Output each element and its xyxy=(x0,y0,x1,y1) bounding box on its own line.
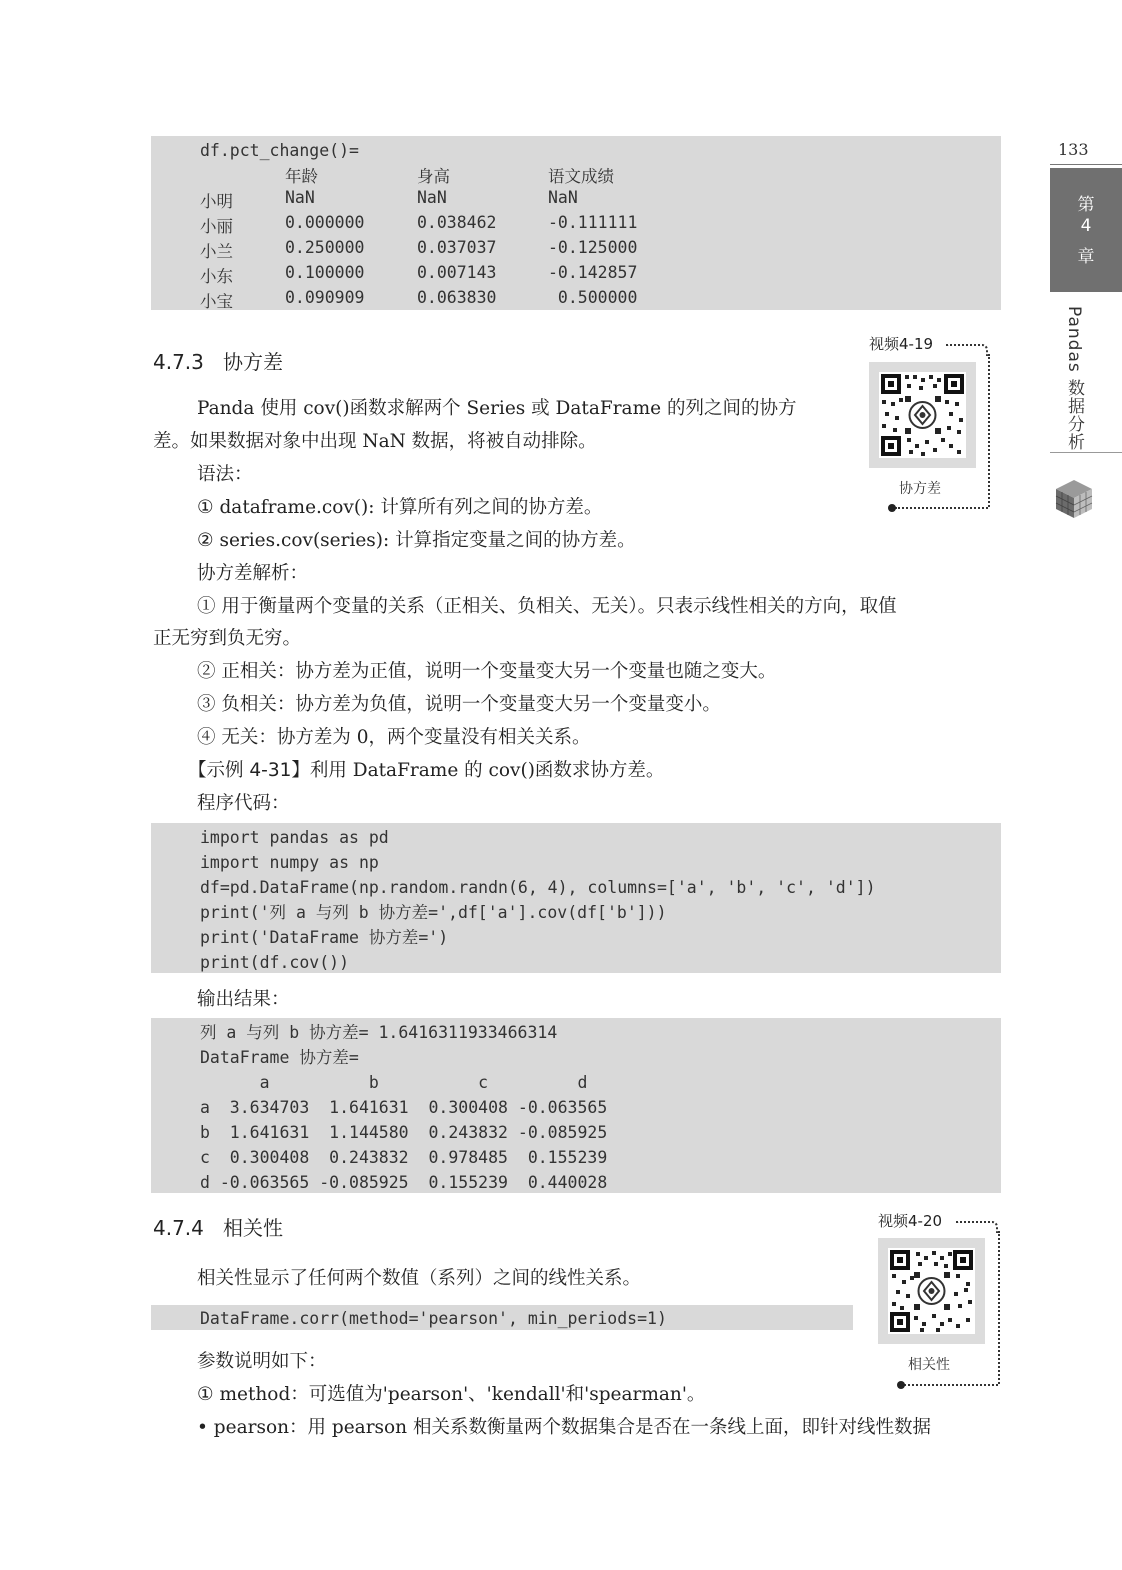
qr-code-icon[interactable] xyxy=(888,1248,975,1334)
pct-row-value: NaN xyxy=(417,188,447,207)
pct-row-value: 0.100000 xyxy=(285,263,365,282)
analysis-item: ② 正相关：协方差为正值，说明一个变量变大另一个变量也随之变大。 xyxy=(197,661,777,682)
pct-header-score: 语文成绩 xyxy=(548,167,614,186)
page-number: 133 xyxy=(1058,140,1089,159)
pct-row-value: -0.125000 xyxy=(548,238,638,257)
cov-intro-line-1: Panda 使用 cov()函数求解两个 Series 或 DataFrame 的列之间的协方 xyxy=(197,398,797,419)
output-line: 列 a 与列 b 协方差= 1.6416311933466314 xyxy=(200,1023,558,1042)
video-2-caption: 相关性 xyxy=(908,1357,950,1373)
analysis-item-1-line-1: ① 用于衡量两个变量的关系（正相关、负相关、无关）。只表示线性相关的方向，取值 xyxy=(197,596,897,617)
pct-row-value: 0.090909 xyxy=(285,288,365,307)
side-rule-bottom xyxy=(1050,452,1122,453)
side-rule-top xyxy=(1050,164,1122,165)
analysis-label: 协方差解析： xyxy=(197,563,309,584)
pct-row-value: 0.000000 xyxy=(285,213,365,232)
pct-row-value: -0.142857 xyxy=(548,263,638,282)
video-1-frame xyxy=(869,362,976,468)
code-line: print('DataFrame 协方差=') xyxy=(200,928,449,947)
chapter-tab-line-3: 章 xyxy=(1077,247,1095,267)
video-1-dot xyxy=(888,504,896,512)
syntax-item: ② series.cov(series): 计算指定变量之间的协方差。 xyxy=(197,530,636,551)
program-output xyxy=(151,1018,1001,1193)
chapter-tab-line-1: 第 xyxy=(1077,195,1095,215)
pct-row-name: 小丽 xyxy=(200,217,233,236)
output-line: c 0.300408 0.243832 0.978485 0.155239 xyxy=(200,1148,608,1167)
side-vertical-title: Pandas 数据分析 xyxy=(1064,306,1084,452)
video-2-dotted-side xyxy=(998,1231,1000,1384)
pct-row-value: 0.038462 xyxy=(417,213,497,232)
pct-row-name: 小兰 xyxy=(200,242,233,261)
pct-row-value: 0.063830 xyxy=(417,288,497,307)
video-1-dotted-side xyxy=(988,354,990,507)
param-method: ① method：可选值为'pearson'、'kendall'和'spearman'。 xyxy=(197,1384,706,1405)
bullet-pearson: • pearson：用 pearson 相关系数衡量两个数据集合是否在一条线上面，即针对线性数据 xyxy=(197,1417,931,1438)
pct-row-value: 0.037037 xyxy=(417,238,497,257)
syntax-label: 语法： xyxy=(197,464,253,485)
output-line: a b c d xyxy=(200,1073,588,1092)
video-2-dot xyxy=(897,1381,905,1389)
corr-signature: DataFrame.corr(method='pearson', min_periods=1) xyxy=(200,1309,667,1328)
qr-code-icon[interactable] xyxy=(879,372,966,458)
pct-row-value: NaN xyxy=(285,188,315,207)
output-line: b 1.641631 1.144580 0.243832 -0.085925 xyxy=(200,1123,608,1142)
example-text: 利用 DataFrame 的 cov()函数求协方差。 xyxy=(309,760,665,781)
video-2-dotted-top xyxy=(956,1221,998,1233)
code-line: df=pd.DataFrame(np.random.randn(6, 4), columns=['a', 'b', 'c', 'd']) xyxy=(200,878,876,897)
output-line: a 3.634703 1.641631 0.300408 -0.063565 xyxy=(200,1098,608,1117)
video-label-4-20: 视频4-20 xyxy=(878,1212,943,1230)
output-line: DataFrame 协方差= xyxy=(200,1048,359,1067)
pct-row-name: 小东 xyxy=(200,267,233,286)
program-code xyxy=(151,823,1001,973)
pct-row-value: 0.500000 xyxy=(548,288,638,307)
example-label: 【示例 4-31】 xyxy=(188,760,310,781)
code-label: 程序代码： xyxy=(197,793,290,814)
analysis-item: ④ 无关：协方差为 0，两个变量没有相关关系。 xyxy=(197,727,591,748)
pct-row-name: 小明 xyxy=(200,192,233,211)
pct-row-name: 小宝 xyxy=(200,292,233,311)
pct-change-title: df.pct_change()= xyxy=(200,141,359,160)
chapter-tab xyxy=(1050,168,1122,292)
pct-row-value: 0.007143 xyxy=(417,263,497,282)
video-1-dotted-top xyxy=(946,344,988,356)
section-heading-cov: 4.7.3 协方差 xyxy=(153,350,283,374)
chapter-tab-line-2: 4 xyxy=(1080,216,1092,236)
analysis-item: ③ 负相关：协方差为负值，说明一个变量变大另一个变量变小。 xyxy=(197,694,721,715)
output-label: 输出结果： xyxy=(197,989,290,1010)
code-line: import numpy as np xyxy=(200,853,379,872)
params-label: 参数说明如下： xyxy=(197,1351,327,1372)
analysis-item-1-line-2: 正无穷到负无穷。 xyxy=(153,628,302,649)
syntax-item: ① dataframe.cov(): 计算所有列之间的协方差。 xyxy=(197,497,603,518)
output-line: d -0.063565 -0.085925 0.155239 0.440028 xyxy=(200,1173,608,1192)
video-1-caption: 协方差 xyxy=(899,481,941,497)
code-line: import pandas as pd xyxy=(200,828,389,847)
video-2-frame xyxy=(878,1238,985,1344)
pct-header-height: 身高 xyxy=(417,167,450,186)
cov-intro-line-2: 差。如果数据对象中出现 NaN 数据，将被自动排除。 xyxy=(153,431,597,452)
example-caption xyxy=(188,754,664,787)
pct-row-value: 0.250000 xyxy=(285,238,365,257)
pct-row-value: NaN xyxy=(548,188,578,207)
cube-icon xyxy=(1054,478,1094,520)
video-2-dotted-bottom xyxy=(904,1384,998,1386)
corr-intro: 相关性显示了任何两个数值（系列）之间的线性关系。 xyxy=(197,1268,642,1289)
pct-header-age: 年龄 xyxy=(285,167,318,186)
pct-row-value: -0.111111 xyxy=(548,213,638,232)
code-line: print('列 a 与列 b 协方差=',df['a'].cov(df['b'])) xyxy=(200,903,667,922)
code-line: print(df.cov()) xyxy=(200,953,350,972)
video-1-dotted-bottom xyxy=(895,507,988,509)
pct-change-output xyxy=(151,136,1001,310)
corr-signature-block xyxy=(151,1305,853,1330)
video-label-4-19: 视频4-19 xyxy=(869,335,934,353)
section-heading-corr: 4.7.4 相关性 xyxy=(153,1216,283,1240)
